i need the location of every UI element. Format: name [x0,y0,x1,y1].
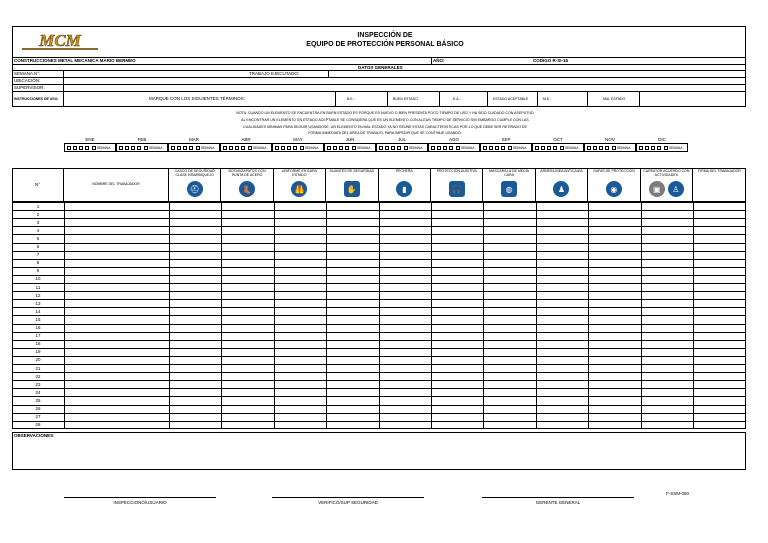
row-number: 20 [35,357,41,363]
equipment-label: CAREATOR ACUERDO CON ACTIVIDADES [643,169,690,178]
signature-line-safety [272,497,424,498]
semana-text: SEMANA [409,145,423,150]
semana-text: SEMANA [305,145,319,150]
row-number: 6 [36,244,40,249]
semana-checkbox[interactable] [456,146,460,150]
legend-meaning-ea: ESTADO ACEPTABLE [493,97,529,101]
table-row[interactable] [12,210,746,218]
instrucciones-row [12,92,746,107]
row-number: 8 [36,260,40,266]
column-header-equipment [641,168,693,202]
week-checkbox[interactable] [131,146,135,150]
week-checkbox[interactable] [241,146,245,150]
general-data-label: DATOS GENERALES [358,64,403,70]
week-checkbox[interactable] [275,146,279,150]
month-week-checkboxes [64,143,116,152]
week-checkbox[interactable] [437,146,441,150]
semana-checkbox[interactable] [248,146,252,150]
equipment-label: GAFAS DE PROTECCION [592,169,635,173]
mask-icon: ◍ [501,181,517,197]
company-row [12,58,746,65]
week-checkbox[interactable] [345,146,349,150]
month-week-checkboxes [428,143,480,152]
equipment-label: UNIFORME EN BUEN ESTADO [281,169,318,178]
semana-checkbox[interactable] [404,146,408,150]
semana-text: SEMANA [149,145,163,150]
week-checkbox[interactable] [223,146,227,150]
month-week-checkboxes [324,143,376,152]
company-logo [20,30,100,52]
table-row[interactable] [12,283,746,291]
legend-code-me: M.E.: [543,97,552,101]
table-row[interactable] [12,202,746,210]
row-number: 24 [35,389,41,395]
week-checkbox[interactable] [593,146,597,150]
ubicacion-row [12,78,746,85]
row-number: 13 [35,300,41,306]
ear-protection-icon: 🎧 [449,181,465,197]
month-week-checkboxes [220,143,272,152]
row-number: 11 [35,284,41,290]
row-number: 9 [36,268,40,274]
row-number: 26 [35,406,41,411]
table-row[interactable] [12,299,746,307]
semana-text: SEMANA [513,145,527,150]
month-label: ENE [85,137,95,142]
table-row[interactable] [12,364,746,372]
table-row[interactable] [12,218,746,226]
semana-checkbox[interactable] [300,146,304,150]
week-checkbox[interactable] [639,146,643,150]
week-checkbox[interactable] [293,146,297,150]
week-checkbox[interactable] [657,146,661,150]
week-checkbox[interactable] [495,146,499,150]
month-week-checkboxes [636,143,688,152]
week-checkbox[interactable] [397,146,401,150]
week-checkbox[interactable] [125,146,129,150]
week-checkbox[interactable] [177,146,181,150]
row-number: 21 [35,365,41,371]
equipment-label: GUANTES DE SEGURIDAD [329,169,375,173]
column-header-equipment [536,168,588,202]
week-checkbox[interactable] [137,146,141,150]
week-checkbox[interactable] [605,146,609,150]
week-checkbox[interactable] [391,146,395,150]
week-checkbox[interactable] [327,146,331,150]
boots-icon: 👢 [239,181,255,197]
week-checkbox[interactable] [333,146,337,150]
week-checkbox[interactable] [189,146,193,150]
semana-text: SEMANA [357,145,371,150]
table-row[interactable] [12,234,746,242]
month-week-checkboxes [116,143,168,152]
table-row[interactable] [12,324,746,332]
row-number: 3 [36,219,40,225]
table-row[interactable] [12,356,746,364]
week-checkbox[interactable] [535,146,539,150]
semana-checkbox[interactable] [560,146,564,150]
semana-checkbox[interactable] [196,146,200,150]
row-number: 1 [36,203,40,209]
month-label: FEB [137,137,147,142]
trabajo-label: TRABAJO EJECUTADO: [249,71,300,76]
company-name: CONSTRUCCIONES METAL MECANICA MARIO BERMEO [14,58,136,63]
semana-checkbox[interactable] [92,146,96,150]
legend-code-ea: E.A.: [453,97,461,101]
column-header-number: N° [12,168,64,202]
week-checkbox[interactable] [553,146,557,150]
table-row[interactable] [12,251,746,259]
equipment-label: ARNES/LINEA ANTICAIDA [540,169,583,173]
row-number: 28 [35,422,41,428]
semana-checkbox[interactable] [612,146,616,150]
semana-text: SEMANA [253,145,267,150]
week-checkbox[interactable] [79,146,83,150]
week-checkbox[interactable] [501,146,505,150]
observations-box[interactable] [12,432,746,470]
row-number: 22 [35,373,41,379]
signature-label-manager: GERENTE GENERAL [535,500,581,505]
table-row[interactable] [12,388,746,396]
equipment-label: MASCARILLA DE MEDIA CARA [489,169,530,178]
week-checkbox[interactable] [547,146,551,150]
signature-label-inspector: INSPECCIONÓ/USUARIO [113,500,167,505]
page-title: INSPECCIÓN DE EQUIPO DE PROTECCIÓN PERSONAL BÁSICO [306,32,464,49]
row-number: 16 [35,325,41,330]
semana-text: SEMANA [201,145,215,150]
month-week-checkboxes [532,143,584,152]
week-checkbox[interactable] [85,146,89,150]
ubicacion-label: UBICACIÓN: [14,78,41,83]
week-checkbox[interactable] [489,146,493,150]
row-number: 14 [35,308,41,314]
column-header-equipment [431,168,483,202]
week-checkbox[interactable] [339,146,343,150]
equipment-label: PECHERA [395,169,413,173]
year-label: AÑO: [433,58,445,63]
row-number: 27 [35,414,41,420]
harness-icon: ♟ [553,181,569,197]
semana-checkbox[interactable] [664,146,668,150]
legend-meaning-me: MAL ESTADO [603,97,626,101]
week-checkbox[interactable] [281,146,285,150]
month-week-checkboxes [272,143,324,152]
row-number: 5 [36,235,40,241]
table-row[interactable] [12,421,746,429]
table-row[interactable] [12,226,746,234]
column-header-signature: FIRMA DEL TRABAJADOR [698,169,741,173]
legend-meaning-be: BUEN ESTADO [393,97,418,101]
week-checkbox[interactable] [645,146,649,150]
month-label: MAY [293,137,303,142]
uniform-icon: 🦺 [291,181,307,197]
signature-line-inspector [64,497,216,498]
month-label: DIC [658,137,666,142]
month-label: OCT [553,137,563,142]
table-row[interactable] [12,267,746,275]
supervisor-row [12,85,746,92]
signature-line-manager [482,497,634,498]
week-checkbox[interactable] [183,146,187,150]
table-row[interactable] [12,413,746,421]
row-number: 4 [36,227,40,233]
week-checkbox[interactable] [67,146,71,150]
week-checkbox[interactable] [385,146,389,150]
month-label: MAR [189,137,199,142]
month-label: SEP [501,137,511,142]
column-header-equipment [588,168,640,202]
equipment-label: CASCO DE SEGURIDAD CLASE E/BARBIQUEJO [174,169,215,178]
week-checkbox[interactable] [483,146,487,150]
month-week-checkboxes [376,143,428,152]
equipment-label: BOTAS/ZAPATOS CON PUNTA DE ACERO [228,169,266,178]
table-row[interactable] [12,332,746,340]
month-label: ABR [241,137,251,142]
semana-label: SEMANA N°: [14,71,41,76]
row-number: 15 [35,316,41,322]
month-week-checkboxes [480,143,532,152]
table-row[interactable] [12,380,746,388]
table-row[interactable] [12,307,746,315]
row-number: 10 [35,276,41,282]
week-checkbox[interactable] [449,146,453,150]
month-week-checkboxes [168,143,220,152]
table-row[interactable] [12,372,746,380]
column-header-equipment [221,168,273,202]
usage-note: NOTA: CUANDO UN ELEMENTO SE ENCUENTRA EN BUEN ESTADO ES PORQUE ES NUEVO O BIEN PRESENTA POCO TIEMPO DE USO Y HA SIDO CUIDADO CON ASEPUTUD AL ENCONTRAR UN ELEMENTO EN ESTADO ACEPTABLE SE CONSIDERA QUE ES UN ELEMENTO CON ALGUN TIEMPO DE SERVICIO SIN EMBARGO CUMPLE CON LAS CUALIDADES MÍNIMAS PARA SEGUIR USANDOSE, UN ELEMENTO EN MAL ESTADO YA NO REUNE ESTAS CARACTERISTICAS POR LO QUE DEBE SER RETIRADO DE FORMA INMEDIATA DEL ÁREA DE TRABAJO, PARA IMPEDIR QUE SE CONTINUE USANDO. [236,111,534,136]
code-label: CODIGO R-SI-16 [533,58,569,63]
table-row[interactable] [12,405,746,413]
semana-row [12,71,746,78]
column-header-worker-name: NOMBRE DEL TRABAJADOR [64,168,169,202]
month-label: NOV [605,137,615,142]
respirator-icon: ▣ ♙ [641,181,692,197]
week-checkbox[interactable] [431,146,435,150]
month-week-checkboxes [584,143,636,152]
week-checkbox[interactable] [229,146,233,150]
column-header-equipment [169,168,221,202]
month-label: AGO [448,137,459,142]
week-checkbox[interactable] [443,146,447,150]
semana-text: SEMANA [565,145,579,150]
row-number: 7 [36,252,40,258]
table-row[interactable] [12,396,746,404]
gloves-icon: ✋ [344,181,360,197]
observations-label: OBSERVACIONES: [14,433,55,438]
row-number: 25 [35,397,41,403]
instrucciones-label: INSTRUCCIONES DE USO: [14,97,59,101]
table-row[interactable] [12,275,746,283]
month-label: JUL [397,137,406,142]
week-checkbox[interactable] [119,146,123,150]
week-checkbox[interactable] [651,146,655,150]
row-number: 23 [35,381,41,387]
week-checkbox[interactable] [235,146,239,150]
semana-text: SEMANA [461,145,475,150]
week-checkbox[interactable] [587,146,591,150]
semana-checkbox[interactable] [144,146,148,150]
semana-text: SEMANA [97,145,111,150]
week-checkbox[interactable] [287,146,291,150]
column-header-equipment [326,168,378,202]
table-row[interactable] [12,259,746,267]
form-code: F-SSM-060 [666,491,690,496]
goggles-icon: ◉ [606,181,622,197]
week-checkbox[interactable] [541,146,545,150]
week-checkbox[interactable] [379,146,383,150]
column-header-equipment [379,168,431,202]
table-row[interactable] [12,243,746,251]
week-checkbox[interactable] [599,146,603,150]
equipment-label: PROTECCIÓN AUDITIVA [436,169,477,173]
semana-text: SEMANA [617,145,631,150]
semana-checkbox[interactable] [508,146,512,150]
svg-text:MCM: MCM [39,31,81,50]
row-number: 18 [35,341,41,347]
column-header-equipment [274,168,326,202]
table-row[interactable] [12,315,746,323]
signature-label-safety: VERIFICÓ/SUP SEGURIDAD [318,500,378,505]
apron-icon: ▮ [396,181,412,197]
week-checkbox[interactable] [171,146,175,150]
marque-label: MARQUE CON LOS SIGUIENTES TÉRMINOS: [149,96,245,101]
row-number: 17 [35,333,41,339]
column-header-equipment [483,168,535,202]
row-number: 19 [35,349,41,355]
row-number: 2 [36,211,40,217]
semana-text: SEMANA [669,145,683,150]
helmet-icon: ⛑ [187,181,203,197]
week-checkbox[interactable] [73,146,77,150]
semana-checkbox[interactable] [352,146,356,150]
legend-code-be: B.E.: [347,97,355,101]
month-label: JUN [345,137,355,142]
table-row[interactable] [12,291,746,299]
row-number: 12 [35,292,41,298]
table-row[interactable] [12,348,746,356]
supervisor-label: SUPERVISOR: [14,85,45,90]
table-row[interactable] [12,340,746,348]
